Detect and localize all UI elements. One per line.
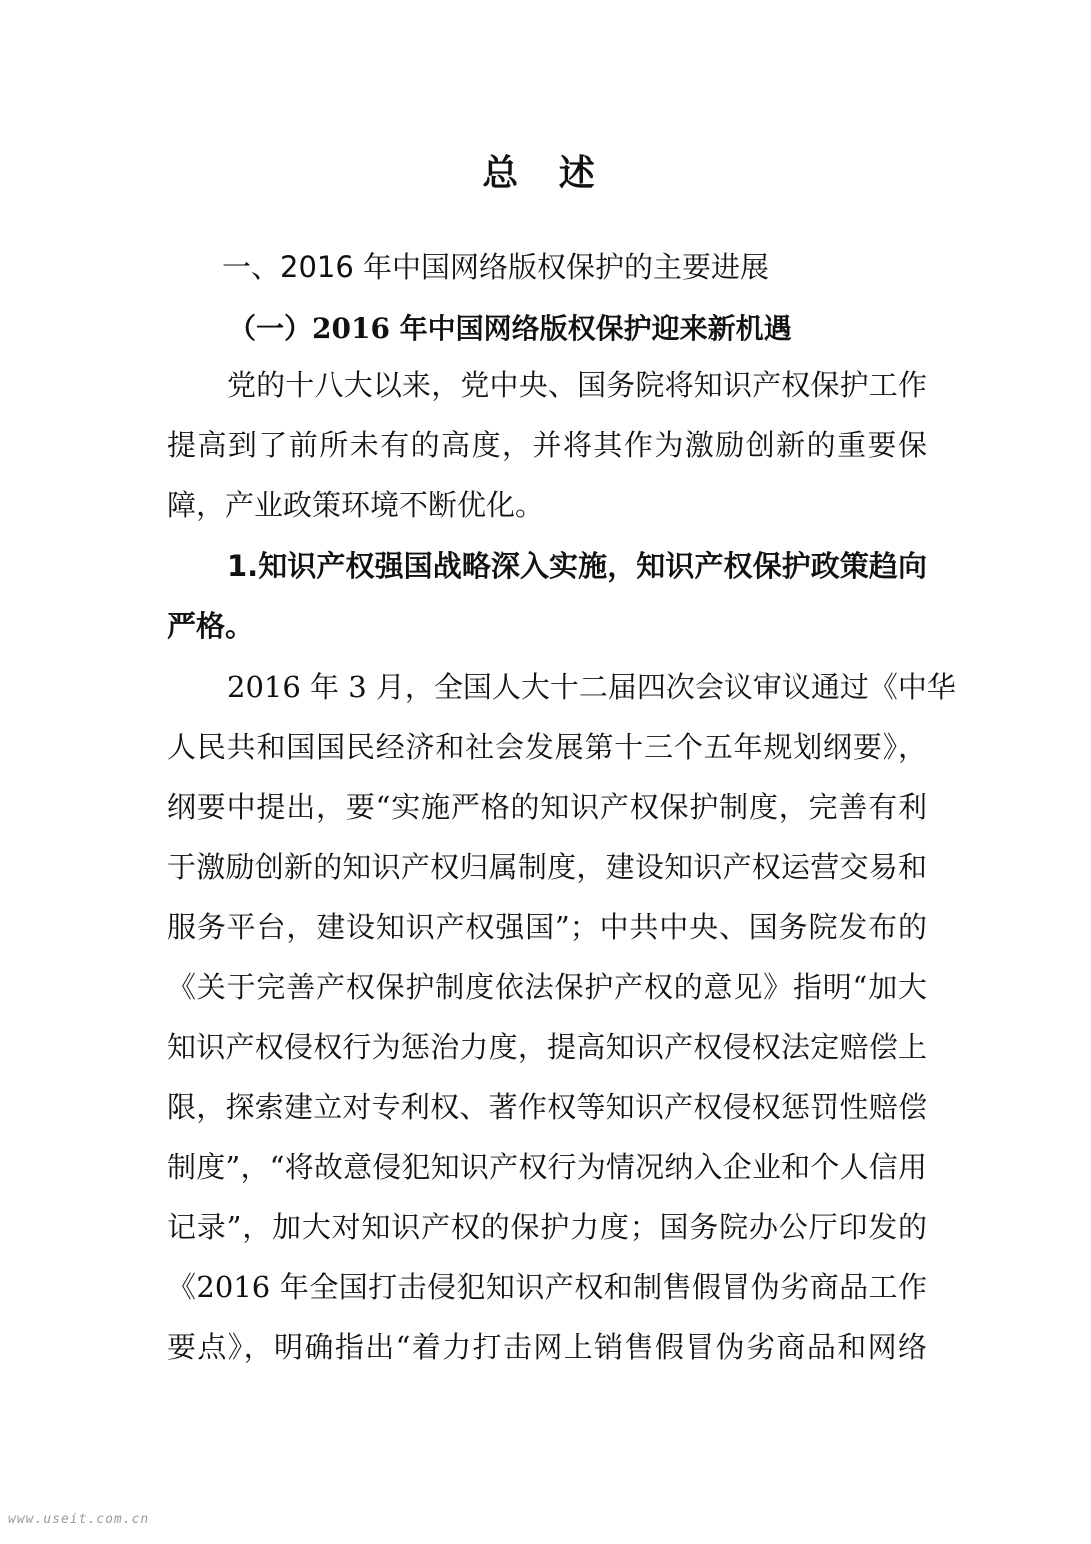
paragraph-line: 知识产权侵权行为惩治力度，提高知识产权侵权法定赔偿上 — [167, 1030, 927, 1064]
paragraph-line: 《关于完善产权保护制度依法保护产权的意见》指明“加大 — [167, 970, 927, 1004]
paragraph-line: 纲要中提出，要“实施严格的知识产权保护制度，完善有利 — [167, 790, 927, 824]
paragraph-line: 制度”，“将故意侵犯知识产权行为情况纳入企业和个人信用 — [167, 1150, 927, 1184]
bold-point-line: 严格。 — [167, 609, 255, 643]
page-title: 总 述 — [482, 153, 609, 194]
paragraph-line: 障，产业政策环境不断优化。 — [167, 488, 545, 522]
paragraph-line: 党的十八大以来，党中央、国务院将知识产权保护工作 — [227, 368, 927, 402]
paragraph-line: 2016 年 3 月，全国人大十二届四次会议审议通过《中华 — [227, 670, 956, 704]
paragraph-line: 记录”，加大对知识产权的保护力度；国务院办公厅印发的 — [167, 1210, 927, 1244]
paragraph-line: 提高到了前所未有的高度，并将其作为激励创新的重要保 — [167, 428, 927, 462]
bold-point-line: 1.知识产权强国战略深入实施，知识产权保护政策趋向 — [227, 549, 927, 583]
paragraph-line: 要点》，明确指出“着力打击网上销售假冒伪劣商品和网络 — [167, 1330, 927, 1364]
paragraph-line: 于激励创新的知识产权归属制度，建设知识产权运营交易和 — [167, 850, 927, 884]
paragraph-line: 《2016 年全国打击侵犯知识产权和制售假冒伪劣商品工作 — [167, 1270, 927, 1304]
paragraph-line: 人民共和国国民经济和社会发展第十三个五年规划纲要》， — [167, 730, 927, 764]
section-heading: 一、2016 年中国网络版权保护的主要进展 — [222, 250, 770, 284]
subsection-heading: （一）2016 年中国网络版权保护迎来新机遇 — [228, 312, 792, 345]
paragraph-line: 服务平台，建设知识产权强国”；中共中央、国务院发布的 — [167, 910, 927, 944]
watermark: www.useit.com.cn — [8, 1512, 150, 1527]
paragraph-line: 限，探索建立对专利权、著作权等知识产权侵权惩罚性赔偿 — [167, 1090, 927, 1124]
